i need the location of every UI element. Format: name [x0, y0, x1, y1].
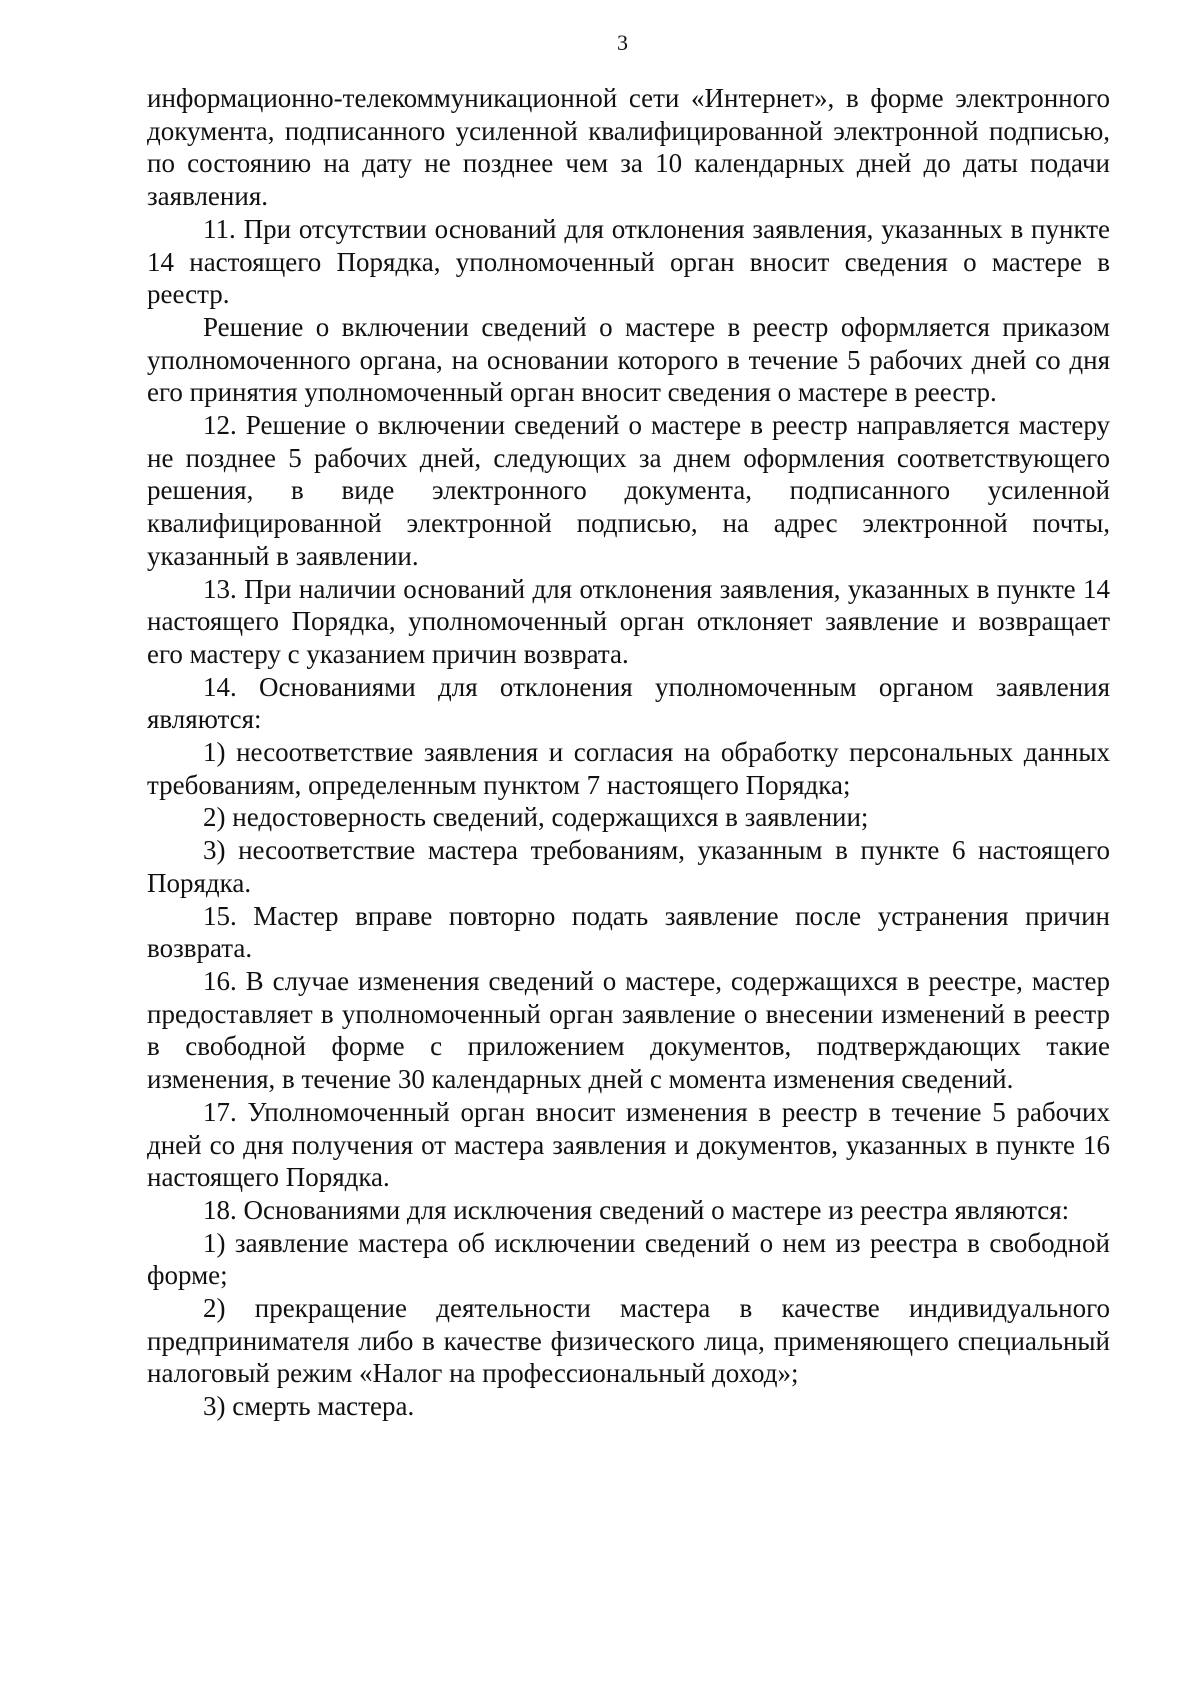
paragraph-item-18: 18. Основаниями для исключения сведений о мастере из реестра являются:: [203, 1194, 1070, 1225]
paragraph-item-13: 13. При наличии оснований для отклонения заявления, указанных в пункте 14 настоящего Порядка, уполномоченный орган отклоняет заявление и возвращает его мастеру с указанием причин возврата.: [147, 573, 1110, 669]
paragraph-item-14-2: 2) недостоверность сведений, содержащихся в заявлении;: [203, 802, 869, 833]
paragraph-continuation: информационно-телекоммуникационной сети «Интернет», в форме электронного документа, подписанного усиленной квалифицированной электронной подписью, по состоянию на дату не позднее чем за 10 календарных дней до даты подачи заявления.: [147, 83, 1110, 212]
paragraph-item-18-1: 1) заявление мастера об исключении сведений о нем из реестра в свободной форме;: [147, 1227, 1110, 1291]
document-body: [147, 82, 1110, 1423]
paragraph-item-18-2: 2) прекращение деятельности мастера в качестве индивидуального предпринимателя либо в качестве физического лица, применяющего специальный налоговый режим «Налог на профессиональный доход»;: [147, 1293, 1110, 1389]
paragraph-item-18-3: 3) смерть мастера.: [203, 1391, 415, 1422]
paragraph-item-14-3: 3) несоответствие мастера требованиям, указанным в пункте 6 настоящего Порядка.: [147, 835, 1110, 898]
paragraph-item-14: 14. Основаниями для отклонения уполномоченным органом заявления являются:: [147, 671, 1110, 735]
page-number: 3: [617, 30, 628, 55]
paragraph-item-15: 15. Мастер вправе повторно подать заявление после устранения причин возврата.: [147, 900, 1110, 964]
paragraph-item-12: 12. Решение о включении сведений о мастере в реестр направляется мастеру не позднее 5 рабочих дней, следующих за днем оформления соответствующего решения, в виде электронного документа, подписанного усиленной квалифицированной электронной подписью, на адрес электронной почты, указанный в заявлении.: [147, 410, 1110, 571]
paragraph-item-17: 17. Уполномоченный орган вносит изменения в реестр в течение 5 рабочих дней со дня получения от мастера заявления и документов, указанных в пункте 16 настоящего Порядка.: [147, 1096, 1110, 1193]
paragraph-item-11: 11. При отсутствии оснований для отклонения заявления, указанных в пункте 14 настоящего Порядка, уполномоченный орган вносит сведения о мастере в реестр.: [147, 213, 1110, 310]
paragraph-item-14-1: 1) несоответствие заявления и согласия на обработку персональных данных требованиям, определенным пунктом 7 настоящего Порядка;: [147, 737, 1110, 800]
paragraph-item-11-decision: Решение о включении сведений о мастере в реестр оформляется приказом уполномоченного органа, на основании которого в течение 5 рабочих дней со дня его принятия уполномоченный орган вносит сведения о мастере в реестр.: [147, 311, 1110, 408]
paragraph-item-16: 16. В случае изменения сведений о мастере, содержащихся в реестре, мастер предоставляет в уполномоченный орган заявление о внесении изменений в реестр в свободной форме с приложением документов, подтверждающих такие изменения, в течение 30 календарных дней с момента изменения сведений.: [147, 965, 1110, 1095]
